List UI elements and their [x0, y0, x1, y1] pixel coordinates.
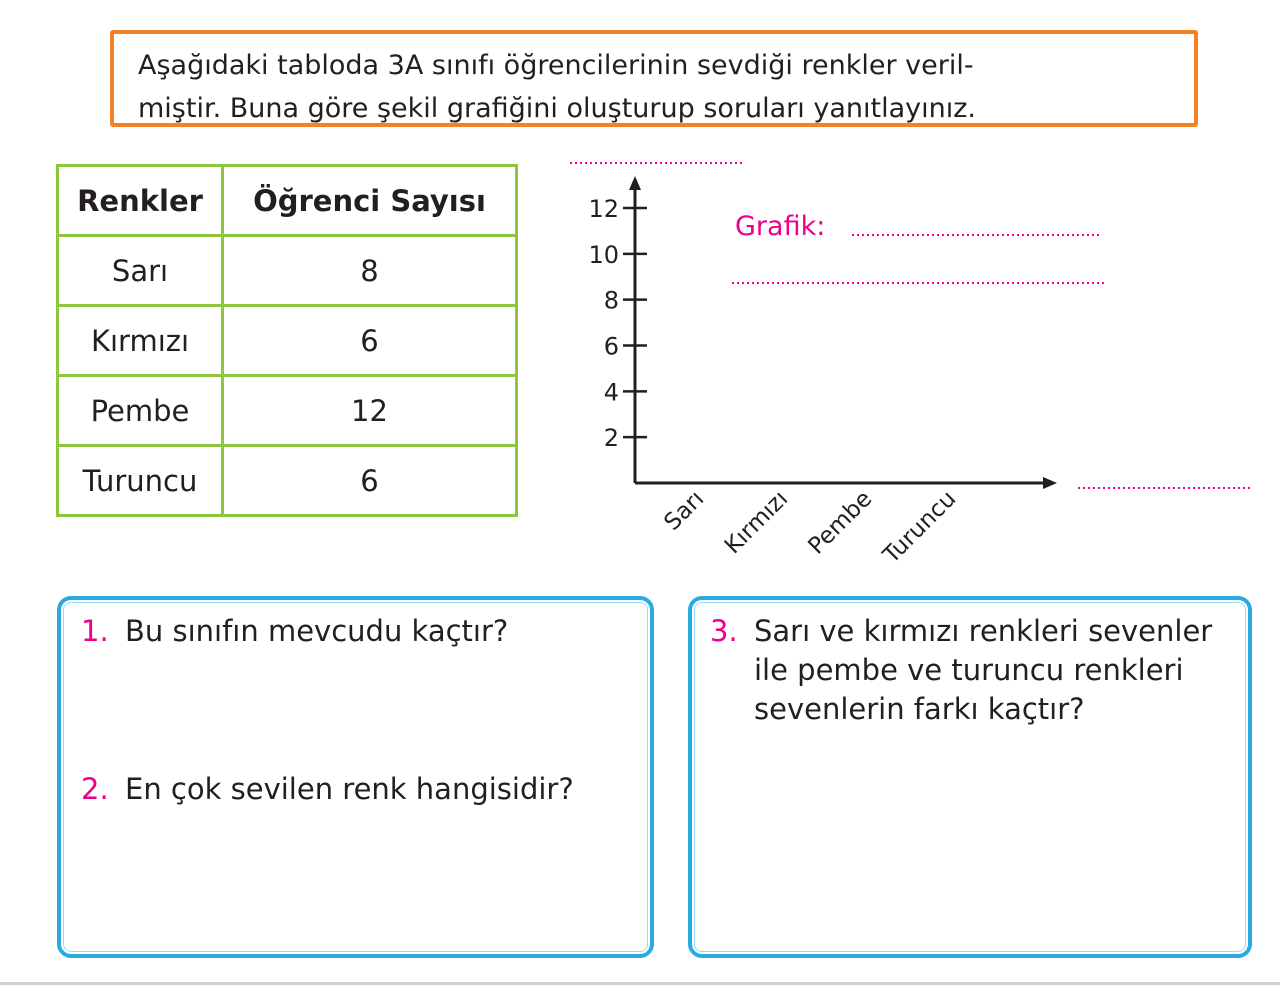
question-text: Sarı ve kırmızı renkleri sevenler ile pembe ve turuncu renkleri sevenlerin farkı kaçtır?	[754, 614, 1213, 726]
question-1	[81, 612, 508, 651]
x-axis-arrow	[1043, 477, 1057, 489]
y-tick-label: 2	[603, 424, 619, 453]
x-category-label: Turuncu	[878, 485, 962, 569]
instruction-line-1: Aşağıdaki tabloda 3A sınıfı öğrencilerinin sevdiği renkler veril-	[138, 50, 974, 81]
color-frequency-table	[56, 164, 518, 517]
question-number: 1.	[81, 614, 109, 648]
empty-chart	[560, 150, 1260, 590]
y-axis-arrow	[629, 176, 641, 190]
question-box-left	[57, 596, 654, 958]
question-number: 2.	[81, 772, 109, 806]
question-box-right	[688, 596, 1252, 958]
instruction-box	[110, 30, 1198, 127]
table-cell-color: Sarı	[58, 236, 223, 306]
question-3	[710, 612, 1224, 729]
x-category-label: Sarı	[659, 485, 710, 536]
table-header-row	[58, 166, 517, 236]
table-row	[58, 446, 517, 516]
chart-title-label: Grafik:	[735, 211, 826, 242]
x-category-label: Kırmızı	[719, 485, 794, 560]
table-row	[58, 376, 517, 446]
y-tick-label: 8	[603, 286, 619, 315]
instruction-line-2: miştir. Buna göre şekil grafiğini oluşturup soruları yanıtlayınız.	[138, 93, 976, 124]
table-cell-count: 6	[223, 446, 517, 516]
table-row	[58, 236, 517, 306]
table-cell-count: 8	[223, 236, 517, 306]
y-tick-label: 10	[588, 240, 619, 269]
table-header-colors: Renkler	[58, 166, 223, 236]
table-row	[58, 306, 517, 376]
question-2	[81, 770, 574, 809]
question-number: 3.	[710, 614, 738, 648]
question-text: Bu sınıfın mevcudu kaçtır?	[125, 614, 509, 648]
table-cell-count: 12	[223, 376, 517, 446]
y-tick-label: 12	[588, 195, 619, 223]
question-text: En çok sevilen renk hangisidir?	[125, 772, 574, 806]
y-tick-label: 6	[603, 332, 619, 361]
table-header-student-count: Öğrenci Sayısı	[223, 166, 517, 236]
table-cell-color: Pembe	[58, 376, 223, 446]
y-tick-label: 4	[603, 378, 619, 407]
table-cell-count: 6	[223, 306, 517, 376]
table-cell-color: Kırmızı	[58, 306, 223, 376]
x-category-label: Pembe	[803, 485, 878, 560]
table-cell-color: Turuncu	[58, 446, 223, 516]
